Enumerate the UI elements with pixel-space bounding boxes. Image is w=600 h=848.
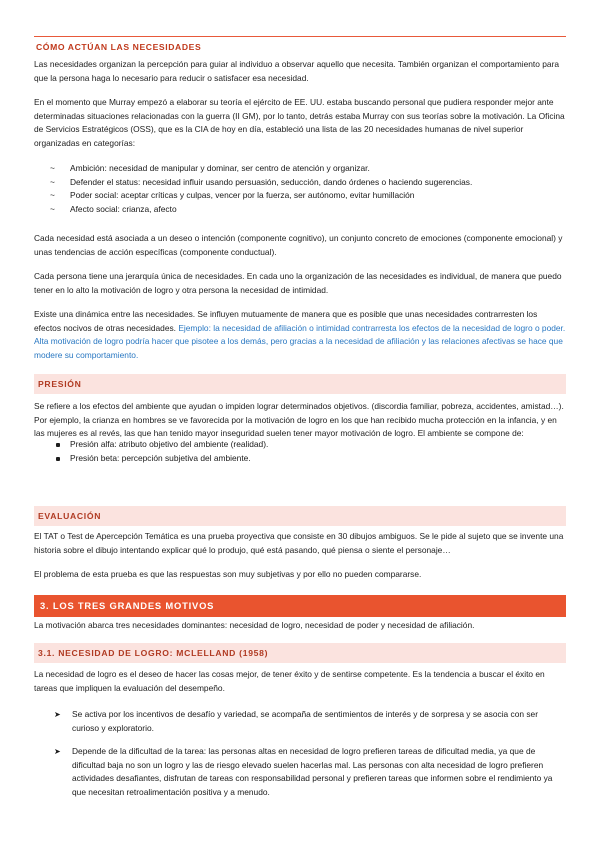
paragraph-presion: Se refiere a los efectos del ambiente que ayudan o impiden lograr determinados objetivos. (discordia familiar, pobreza, accidentes, amistad…). Por ejemplo, la crianza en hombres se ve favorecida por la motivación de logro en los que han recibido mucha protección en la infancia, y en las mujeres es al revés, las que han tenido mayor inseguridad suelen tener mayor motivación de logro. El ambiente se compone de: bbox=[34, 401, 564, 439]
list-item: ~ Ambición: necesidad de manipular y dominar, ser centro de atención y organizar. bbox=[50, 163, 370, 173]
list-item: ~ Defender el status: necesidad influir usando persuasión, seducción, dando órdenes o haciendo sugerencias. bbox=[50, 176, 473, 187]
paragraph-motivos: La motivación abarca tres necesidades dominantes: necesidad de logro, necesidad de poder y necesidad de afiliación. bbox=[34, 620, 475, 630]
paragraph-necesidades-2: En el momento que Murray empezó a elaborar su teoría el ejército de EE. UU. estaba buscando personal que pudiera responder mejor ante determinadas situaciones relacionadas con la guerra (II GM), por lo tanto, detrás estaba Murray con sus teorías sobre la motivación. La Oficina de Servicios Estratégicos (OSS), que es la CIA de hoy en día, estableció una lista de las 20 necesidades humanas de nivel superior organizadas en categorías: bbox=[34, 97, 565, 148]
paragraph-logro: La necesidad de logro es el deseo de hacer las cosas mejor, de tener éxito y de sentirse competente. Es la tendencia a buscar el éxito en tareas que impliquen la evaluación del desempeño. bbox=[34, 669, 545, 693]
top-rule bbox=[34, 36, 566, 37]
paragraph-necesidades-3: Cada necesidad está asociada a un deseo o intención (componente cognitivo), un conjunto concreto de emociones (componente emocional) y unas tendencias de acción específicas (componente conductual). bbox=[34, 233, 563, 257]
section-band-presion bbox=[34, 374, 566, 394]
paragraph-evaluacion-2: El problema de esta prueba es que las respuestas son muy subjetivas y por ello no pueden compararse. bbox=[34, 569, 422, 579]
list-item: ~ Afecto social: crianza, afecto bbox=[50, 203, 177, 214]
list-item: ➤ Depende de la dificultad de la tarea: las personas altas en necesidad de logro prefieren tareas de dificultad media, ya que de dificultad baja no son un logro y las de riesgo elevado suelen hacerlas mal. Las personas con alta necesidad de logro prefieren actividades desafiantes, disfrutan de tareas con responsabilidad personal y prefieren tareas que informen sobre el rendimiento ya que necesitan retroalimentación positiva y a menudo. bbox=[54, 746, 553, 797]
heading-tres-motivos: 3. LOS TRES GRANDES MOTIVOS bbox=[40, 600, 215, 611]
paragraph-necesidades-4: Cada persona tiene una jerarquía única de necesidades. En cada uno la organización de las necesidades es individual, de manera que puedo tener en lo alto la motivación de logro y otra persona la necesidad de intimidad. bbox=[34, 271, 562, 295]
heading-como-actuan: CÓMO ACTÚAN LAS NECESIDADES bbox=[36, 42, 202, 52]
heading-necesidad-logro: 3.1. NECESIDAD DE LOGRO: MCLELLAND (1958) bbox=[38, 648, 269, 658]
arrow-bullet-icon: ➤ bbox=[54, 747, 61, 757]
logro-list bbox=[34, 708, 566, 800]
example-text: Ejemplo: la necesidad de afiliación o intimidad contrarresta los efectos de la necesidad de logro o poder. Alta motivación de logro podría hacer que pisotee a los demás, pero gracias a la necesidad de afiliación y las relaciones afectivas se hace que modere su comportamiento. bbox=[34, 322, 566, 360]
paragraph-evaluacion-1: El TAT o Test de Apercepción Temática es una prueba proyectiva que consiste en 30 dibujos ambiguos. Se le pide al sujeto que se invente una historia sobre el dibujo intentando explicar qué lo produjo, qué está pasando, qué piensa o siente el personaje… bbox=[34, 531, 564, 555]
arrow-bullet-icon: ➤ bbox=[54, 710, 61, 719]
dinamica-text: Existe una dinámica entre las necesidades. Se influyen mutuamente de manera que es posible que unas necesidades contrarresten los efectos nocivos de otras necesidades. bbox=[34, 309, 538, 333]
heading-presion: PRESIÓN bbox=[38, 379, 82, 389]
presion-list bbox=[34, 438, 566, 465]
list-item: ~ Poder social: aceptar críticas y culpas, vencer por la fuerza, ser autónomo, evitar humillación bbox=[50, 190, 415, 201]
list-item: Presión alfa: atributo objetivo del ambiente (realidad). bbox=[34, 438, 566, 452]
paragraph-necesidades-1: Las necesidades organizan la percepción para guiar al individuo a observar aquello que necesita. También organizan el comportamiento para que la persona haga lo necesario para reducir o satisfacer esa necesidad. bbox=[34, 59, 560, 83]
heading-evaluacion: EVALUACIÓN bbox=[38, 511, 102, 521]
section-band-evaluacion bbox=[34, 506, 566, 526]
list-item: Presión beta: percepción subjetiva del ambiente. bbox=[34, 452, 566, 466]
section-band-motivos bbox=[34, 595, 566, 617]
paragraph-necesidades-5 bbox=[34, 308, 566, 362]
categories-list bbox=[34, 162, 566, 216]
list-item: ➤ Se activa por los incentivos de desafío y variedad, se acompaña de sentimientos de interés y de sorpresa y se asocia con ser curioso y exploratorio. bbox=[54, 709, 538, 733]
section-band-logro bbox=[34, 643, 566, 663]
